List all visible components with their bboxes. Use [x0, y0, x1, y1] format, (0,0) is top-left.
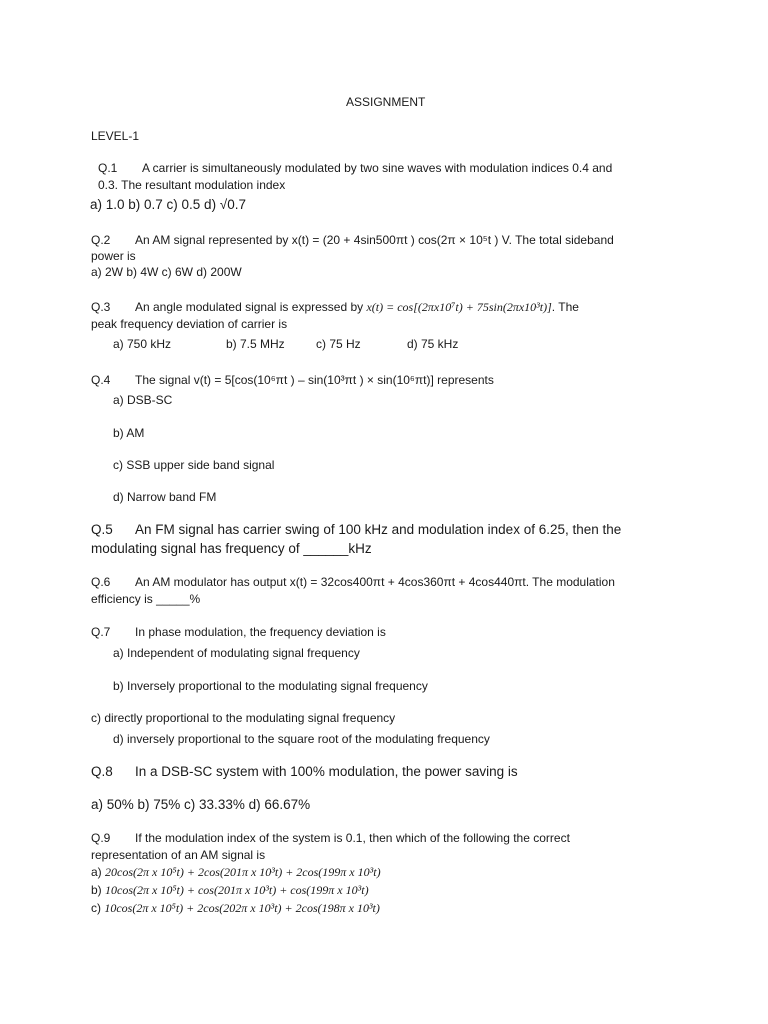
q7-option-c: c) directly proportional to the modulating signal frequency — [91, 711, 396, 725]
q4-option-b: b) AM — [113, 426, 145, 440]
q1-text1: A carrier is simultaneously modulated by two sine waves with modulation indices 0.4 and — [142, 161, 613, 175]
q4-line1 — [91, 372, 494, 388]
q5-line1 — [91, 522, 621, 538]
q2-text1: An AM signal represented by x(t) = (20 + 4sin500πt ) cos(2π × 10⁵t ) V. The total sideband — [135, 233, 614, 247]
q3-option-d: d) 75 kHz — [407, 337, 459, 351]
q7-text: In phase modulation, the frequency deviation is — [135, 625, 386, 639]
q1-number: Q.1 — [98, 161, 118, 175]
q3-text2: peak frequency deviation of carrier is — [91, 317, 288, 331]
q8-text: In a DSB-SC system with 100% modulation, the power saving is — [135, 764, 518, 779]
q1-options: a) 1.0 b) 0.7 c) 0.5 d) √0.7 — [90, 197, 246, 212]
q4-option-c: c) SSB upper side band signal — [113, 458, 275, 472]
q6-line1 — [91, 574, 615, 590]
q3-number: Q.3 — [91, 300, 111, 314]
q9-option-b-math: 10cos(2π x 10⁵t) + cos(201π x 10³t) + cos(199π x 10³t) — [105, 883, 369, 897]
q7-option-d: d) inversely proportional to the square root of the modulating frequency — [113, 732, 490, 746]
page-title: ASSIGNMENT — [346, 95, 426, 109]
q1-text2: 0.3. The resultant modulation index — [98, 178, 286, 192]
q8-number: Q.8 — [91, 764, 113, 779]
q3-math: x(t) = cos[(2πx10⁷t) + 75sin(2πx10³t)] — [366, 300, 552, 314]
q9-option-a — [91, 864, 381, 880]
q9-number: Q.9 — [91, 831, 111, 845]
q2-options: a) 2W b) 4W c) 6W d) 200W — [91, 265, 242, 279]
q9-option-a-label: a) — [91, 865, 106, 879]
q5-text1: An FM signal has carrier swing of 100 kHz and modulation index of 6.25, then the — [135, 522, 622, 537]
q2-text2: power is — [91, 249, 136, 263]
q7-number: Q.7 — [91, 625, 111, 639]
q9-text2: representation of an AM signal is — [91, 848, 266, 862]
q8-options: a) 50% b) 75% c) 33.33% d) 66.67% — [91, 797, 311, 812]
q6-number: Q.6 — [91, 575, 111, 589]
q7-option-a: a) Independent of modulating signal frequency — [113, 646, 360, 660]
level-heading: LEVEL-1 — [91, 129, 140, 143]
q9-option-b-label: b) — [91, 883, 106, 897]
q8-line1 — [91, 764, 518, 780]
q3-text1b: . The — [551, 300, 579, 314]
q4-number: Q.4 — [91, 373, 111, 387]
q3-option-a: a) 750 kHz — [113, 337, 172, 351]
q9-line1 — [91, 830, 570, 846]
q1-line1 — [98, 160, 612, 176]
q7-option-b: b) Inversely proportional to the modulating signal frequency — [113, 679, 428, 693]
q5-number: Q.5 — [91, 522, 113, 537]
q7-line1 — [91, 624, 386, 640]
q9-option-a-math: 20cos(2π x 10⁵t) + 2cos(201π x 10³t) + 2cos(199π x 10³t) — [105, 865, 381, 879]
q5-text2: modulating signal has frequency of ______kHz — [91, 541, 372, 556]
q3-line1 — [91, 299, 579, 315]
q6-text2: efficiency is _____% — [91, 592, 201, 606]
q3-option-c: c) 75 Hz — [316, 337, 361, 351]
q6-text1: An AM modulator has output x(t) = 32cos400πt + 4cos360πt + 4cos440πt. The modulation — [135, 575, 615, 589]
q9-text1: If the modulation index of the system is 0.1, then which of the following the correct — [135, 831, 570, 845]
q9-option-b — [91, 882, 369, 898]
q2-line1 — [91, 232, 614, 248]
q9-option-c — [91, 900, 380, 916]
q3-text1a: An angle modulated signal is expressed by — [135, 300, 367, 314]
q4-option-d: d) Narrow band FM — [113, 490, 217, 504]
q4-text: The signal v(t) = 5[cos(10⁶πt ) – sin(10³πt ) × sin(10⁶πt)] represents — [135, 373, 494, 387]
q3-option-b: b) 7.5 MHz — [226, 337, 285, 351]
q9-option-c-math: 10cos(2π x 10⁵t) + 2cos(202π x 10³t) + 2cos(198π x 10³t) — [104, 901, 380, 915]
q2-number: Q.2 — [91, 233, 111, 247]
q4-option-a: a) DSB-SC — [113, 393, 173, 407]
q9-option-c-label: c) — [91, 901, 105, 915]
